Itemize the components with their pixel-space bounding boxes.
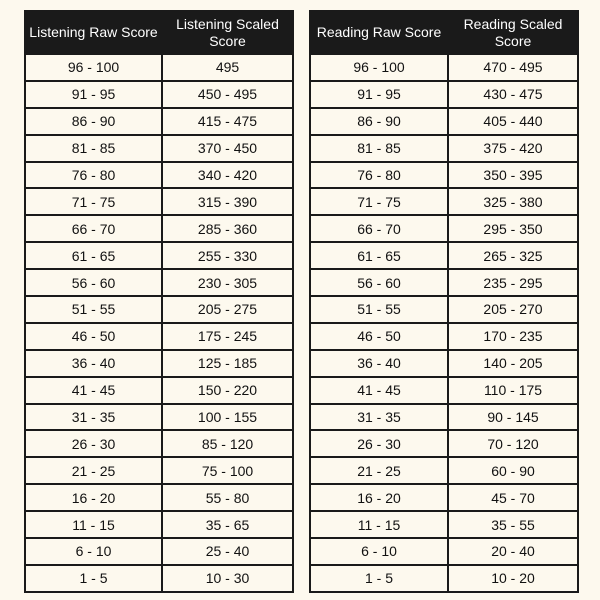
reading-scaled-score-cell: 265 - 325 [448, 242, 578, 269]
reading-header-row [310, 11, 578, 54]
reading-scaled-score-cell: 470 - 495 [448, 54, 578, 81]
listening-scaled-score-cell: 230 - 305 [162, 269, 293, 296]
table-row [310, 135, 578, 162]
reading-scaled-score-cell: 295 - 350 [448, 215, 578, 242]
table-row [25, 430, 293, 457]
table-row [25, 538, 293, 565]
listening-scaled-score-cell: 100 - 155 [162, 404, 293, 431]
table-row [25, 457, 293, 484]
listening-raw-score-cell: 96 - 100 [25, 54, 162, 81]
listening-raw-score-cell: 91 - 95 [25, 81, 162, 108]
listening-scaled-score-cell: 495 [162, 54, 293, 81]
table-row [25, 350, 293, 377]
table-row [310, 377, 578, 404]
table-row [310, 565, 578, 592]
reading-raw-score-cell: 86 - 90 [310, 108, 448, 135]
reading-raw-score-cell: 66 - 70 [310, 215, 448, 242]
table-row [25, 377, 293, 404]
table-row [310, 538, 578, 565]
table-row [25, 162, 293, 189]
reading-score-table [309, 10, 579, 593]
reading-scaled-score-cell: 20 - 40 [448, 538, 578, 565]
reading-raw-score-cell: 26 - 30 [310, 430, 448, 457]
reading-scaled-score-cell: 430 - 475 [448, 81, 578, 108]
listening-scaled-score-cell: 285 - 360 [162, 215, 293, 242]
reading-scaled-score-cell: 405 - 440 [448, 108, 578, 135]
reading-scaled-score-cell: 350 - 395 [448, 162, 578, 189]
listening-scaled-score-cell: 450 - 495 [162, 81, 293, 108]
table-row [310, 188, 578, 215]
reading-raw-score-cell: 81 - 85 [310, 135, 448, 162]
listening-scaled-score-cell: 255 - 330 [162, 242, 293, 269]
reading-scaled-score-cell: 10 - 20 [448, 565, 578, 592]
reading-raw-score-cell: 16 - 20 [310, 484, 448, 511]
listening-scaled-score-cell: 85 - 120 [162, 430, 293, 457]
listening-raw-score-cell: 86 - 90 [25, 108, 162, 135]
listening-header-row [25, 11, 293, 54]
table-row [25, 188, 293, 215]
table-row [25, 54, 293, 81]
reading-raw-score-cell: 46 - 50 [310, 323, 448, 350]
table-row [25, 511, 293, 538]
reading-scaled-score-cell: 60 - 90 [448, 457, 578, 484]
listening-scaled-score-cell: 25 - 40 [162, 538, 293, 565]
reading-scaled-score-cell: 70 - 120 [448, 430, 578, 457]
reading-scaled-score-cell: 45 - 70 [448, 484, 578, 511]
reading-raw-score-cell: 6 - 10 [310, 538, 448, 565]
listening-raw-score-cell: 66 - 70 [25, 215, 162, 242]
listening-raw-score-cell: 36 - 40 [25, 350, 162, 377]
table-row [25, 269, 293, 296]
table-row [25, 565, 293, 592]
table-row [310, 162, 578, 189]
table-row [310, 457, 578, 484]
table-row [310, 108, 578, 135]
table-row [310, 269, 578, 296]
listening-scaled-score-cell: 55 - 80 [162, 484, 293, 511]
table-row [310, 54, 578, 81]
listening-raw-score-cell: 21 - 25 [25, 457, 162, 484]
reading-scaled-score-cell: 90 - 145 [448, 404, 578, 431]
table-row [25, 296, 293, 323]
reading-raw-score-cell: 21 - 25 [310, 457, 448, 484]
table-row [25, 135, 293, 162]
reading-raw-score-cell: 91 - 95 [310, 81, 448, 108]
reading-raw-score-cell: 31 - 35 [310, 404, 448, 431]
listening-scaled-score-cell: 340 - 420 [162, 162, 293, 189]
reading-scaled-score-cell: 375 - 420 [448, 135, 578, 162]
listening-scaled-score-cell: 205 - 275 [162, 296, 293, 323]
reading-scaled-score-cell: 235 - 295 [448, 269, 578, 296]
table-row [310, 404, 578, 431]
listening-scaled-score-header: Listening Scaled Score [162, 11, 293, 54]
listening-raw-score-cell: 26 - 30 [25, 430, 162, 457]
listening-scaled-score-cell: 415 - 475 [162, 108, 293, 135]
listening-scaled-score-cell: 35 - 65 [162, 511, 293, 538]
table-row [310, 511, 578, 538]
listening-raw-score-cell: 6 - 10 [25, 538, 162, 565]
reading-table-body [310, 54, 578, 592]
listening-scaled-score-cell: 315 - 390 [162, 188, 293, 215]
listening-raw-score-cell: 41 - 45 [25, 377, 162, 404]
table-row [310, 430, 578, 457]
table-row [310, 350, 578, 377]
listening-raw-score-cell: 1 - 5 [25, 565, 162, 592]
listening-raw-score-cell: 51 - 55 [25, 296, 162, 323]
listening-raw-score-cell: 31 - 35 [25, 404, 162, 431]
listening-score-table [24, 10, 294, 593]
listening-scaled-score-cell: 150 - 220 [162, 377, 293, 404]
listening-scaled-score-cell: 125 - 185 [162, 350, 293, 377]
reading-scaled-score-cell: 170 - 235 [448, 323, 578, 350]
reading-raw-score-cell: 71 - 75 [310, 188, 448, 215]
table-row [310, 296, 578, 323]
table-row [310, 323, 578, 350]
listening-scaled-score-cell: 370 - 450 [162, 135, 293, 162]
listening-scaled-score-cell: 75 - 100 [162, 457, 293, 484]
reading-raw-score-cell: 51 - 55 [310, 296, 448, 323]
listening-scaled-score-cell: 175 - 245 [162, 323, 293, 350]
listening-raw-score-cell: 11 - 15 [25, 511, 162, 538]
reading-raw-score-cell: 56 - 60 [310, 269, 448, 296]
table-row [310, 484, 578, 511]
reading-raw-score-cell: 61 - 65 [310, 242, 448, 269]
listening-raw-score-cell: 81 - 85 [25, 135, 162, 162]
table-row [310, 215, 578, 242]
listening-raw-score-cell: 16 - 20 [25, 484, 162, 511]
reading-raw-score-cell: 41 - 45 [310, 377, 448, 404]
listening-raw-score-cell: 61 - 65 [25, 242, 162, 269]
table-row [25, 81, 293, 108]
table-row [25, 215, 293, 242]
listening-table-body [25, 54, 293, 592]
reading-raw-score-cell: 36 - 40 [310, 350, 448, 377]
reading-scaled-score-header: Reading Scaled Score [448, 11, 578, 54]
listening-raw-score-cell: 71 - 75 [25, 188, 162, 215]
reading-raw-score-cell: 96 - 100 [310, 54, 448, 81]
listening-raw-score-header: Listening Raw Score [25, 11, 162, 54]
table-row [310, 81, 578, 108]
listening-raw-score-cell: 56 - 60 [25, 269, 162, 296]
table-row [25, 323, 293, 350]
listening-scaled-score-cell: 10 - 30 [162, 565, 293, 592]
table-row [25, 108, 293, 135]
reading-scaled-score-cell: 110 - 175 [448, 377, 578, 404]
table-row [25, 242, 293, 269]
reading-scaled-score-cell: 205 - 270 [448, 296, 578, 323]
reading-raw-score-cell: 11 - 15 [310, 511, 448, 538]
reading-raw-score-header: Reading Raw Score [310, 11, 448, 54]
reading-raw-score-cell: 1 - 5 [310, 565, 448, 592]
table-row [310, 242, 578, 269]
table-row [25, 484, 293, 511]
table-row [25, 404, 293, 431]
listening-raw-score-cell: 46 - 50 [25, 323, 162, 350]
listening-raw-score-cell: 76 - 80 [25, 162, 162, 189]
reading-raw-score-cell: 76 - 80 [310, 162, 448, 189]
reading-scaled-score-cell: 325 - 380 [448, 188, 578, 215]
reading-scaled-score-cell: 35 - 55 [448, 511, 578, 538]
reading-scaled-score-cell: 140 - 205 [448, 350, 578, 377]
